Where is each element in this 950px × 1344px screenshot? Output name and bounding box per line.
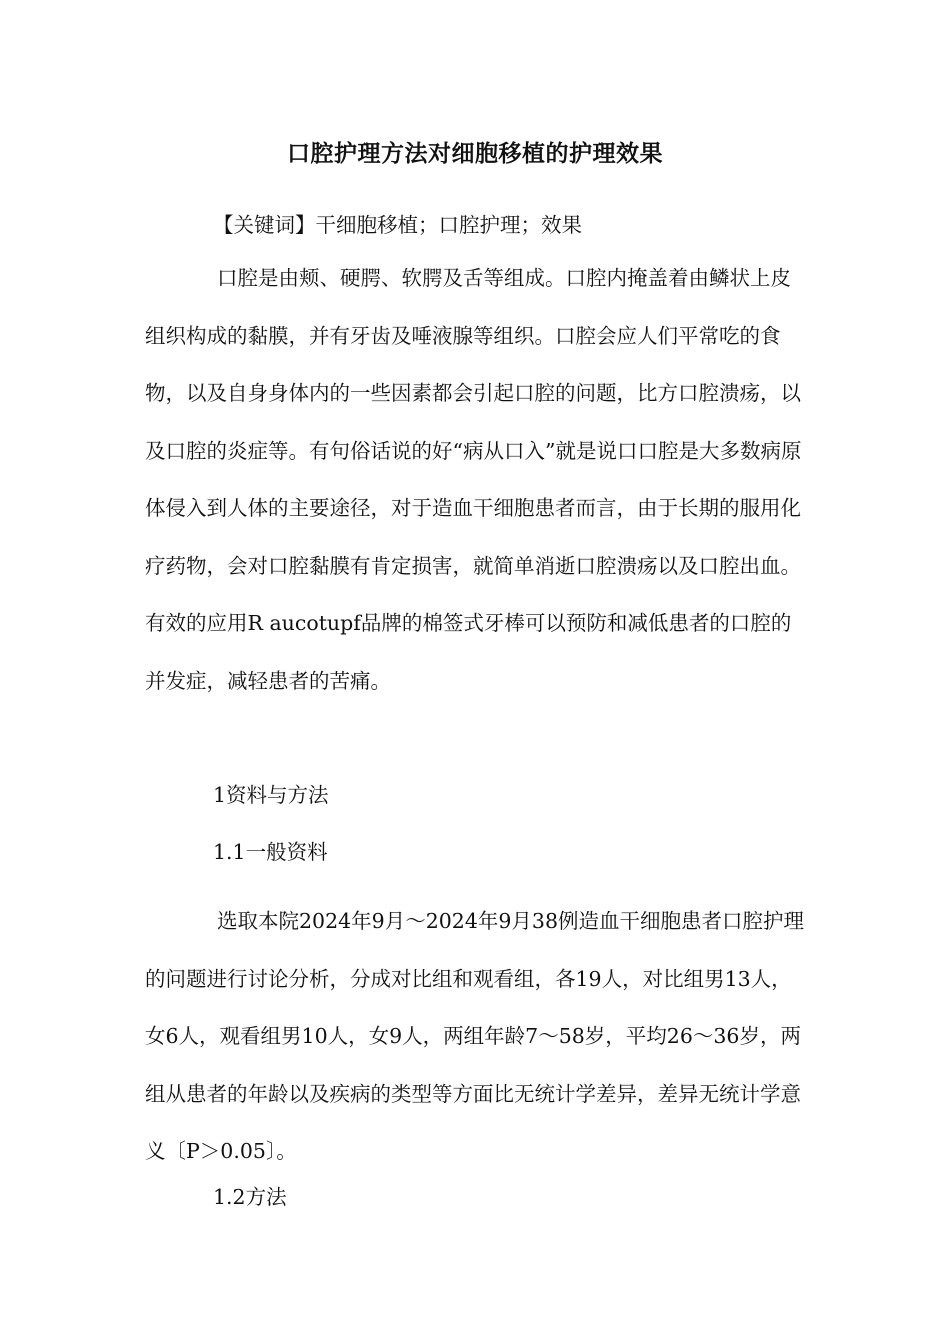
keywords-line: 【关键词】干细胞移植；口腔护理；效果 — [213, 213, 582, 237]
section-1-1-heading: 1.1一般资料 — [213, 840, 328, 864]
intro-paragraph: 口腔是由颊、硬腭、软腭及舌等组成。口腔内掩盖着由鳞状上皮组织构成的黏膜，并有牙齿及唾液腺等组织。口腔会应人们平常吃的食物，以及自身身体内的一些因素都会引起口腔的问题，比方口腔溃疡，以及口腔的炎症等。有句俗话说的好“病从口入”就是说口口腔是大多数病原体侵入到人体的主要途径，对于造血干细胞患者而言，由于长期的服用化疗药物，会对口腔黏膜有肯定损害，就简单消逝口腔溃疡以及口腔出血。有效的应用R aucotupf品牌的棉签式牙棒可以预防和减低患者的口腔的并发症，减轻患者的苦痛。 — [145, 266, 802, 693]
section-1-heading: 1资料与方法 — [213, 783, 329, 807]
section-1-2-heading: 1.2方法 — [213, 1185, 287, 1209]
section-1-1-paragraph: 选取本院2024年9月～2024年9月38例造血干细胞患者口腔护理的问题进行讨论分析，分成对比组和观看组，各19人，对比组男13人，女6人，观看组男10人，女9人，两组年龄7～58岁，平均26～36岁，两组从患者的年龄以及疾病的类型等方面比无统计学差异，差异无统计学意义〔P＞0.05〕。 — [145, 909, 805, 1163]
document-title: 口腔护理方法对细胞移植的护理效果 — [287, 141, 663, 167]
